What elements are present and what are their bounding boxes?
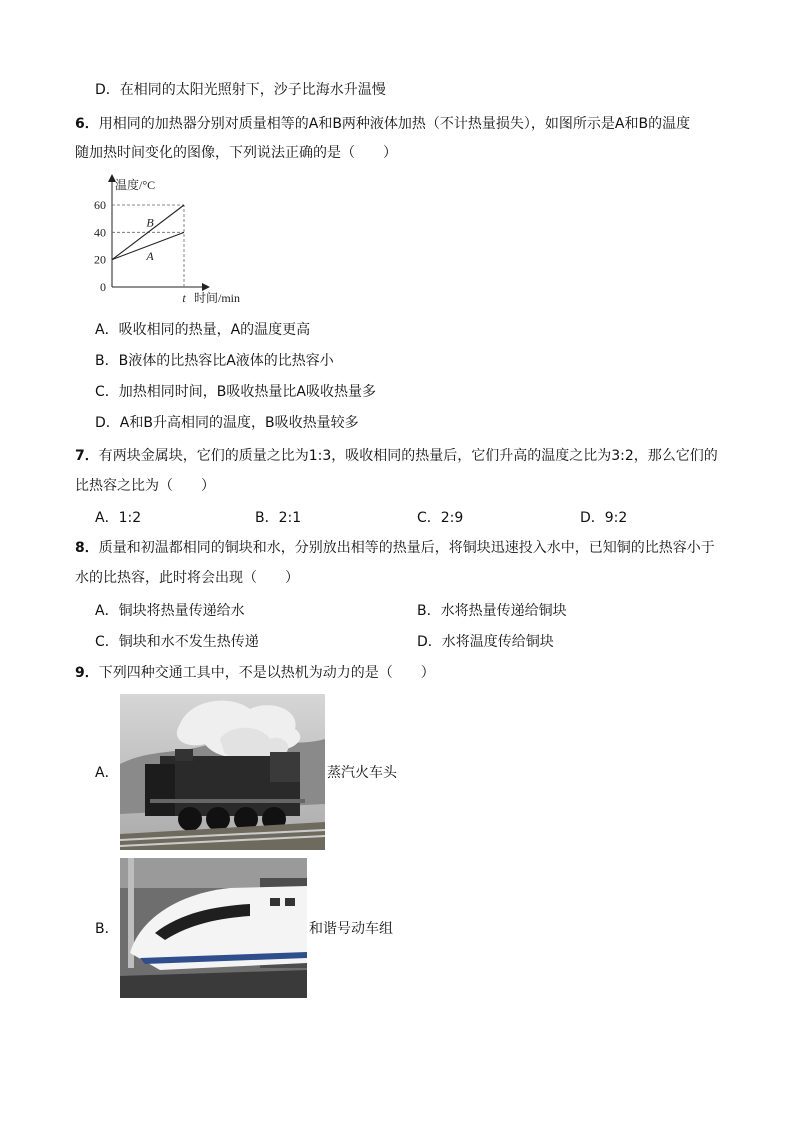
q8-number: 8． bbox=[75, 540, 99, 556]
q6-option-c: C．加热相同时间，B吸收热量比A吸收热量多 bbox=[95, 384, 376, 400]
q7-text-1: 有两块金属块，它们的质量之比为1:3，吸收相同的热量后，它们升高的温度之比为3:2，那么它们的 bbox=[98, 448, 718, 464]
q8-stem-line1 bbox=[75, 538, 715, 558]
y-tick-label: 60 bbox=[94, 198, 106, 212]
q8-text-1: 质量和初温都相同的铜块和水，分别放出相等的热量后，将铜块迅速投入水中，已知铜的比热容小于 bbox=[98, 540, 715, 556]
q7-number: 7． bbox=[75, 448, 99, 464]
y-tick-label: 0 bbox=[100, 280, 106, 294]
series-label-A: A bbox=[146, 249, 154, 263]
y-tick-label: 20 bbox=[94, 252, 106, 267]
q8-option-b: B．水将热量传递给铜块 bbox=[417, 603, 567, 619]
y-axis-label: 温度/°C bbox=[115, 178, 156, 192]
q6-stem-line1 bbox=[75, 114, 690, 134]
q9-number: 9． bbox=[75, 665, 99, 681]
q8-option-d: D．水将温度传给铜块 bbox=[417, 634, 554, 650]
x-tick-label: t bbox=[182, 291, 186, 305]
q7-option-b: B．2:1 bbox=[255, 510, 302, 526]
q7-stem-line1 bbox=[75, 446, 718, 466]
q6-stem-line2: 随加热时间变化的图像，下列说法正确的是（ ） bbox=[75, 145, 397, 161]
steam-locomotive-photo bbox=[120, 694, 325, 850]
x-axis-label: 时间/min bbox=[194, 291, 241, 305]
q6-option-a: A．吸收相同的热量，A的温度更高 bbox=[95, 322, 311, 338]
q8-option-a: A．铜块将热量传递给水 bbox=[95, 603, 245, 619]
q9-text: 下列四种交通工具中，不是以热机为动力的是（ ） bbox=[98, 665, 435, 681]
q9-option-a-label: A． bbox=[95, 765, 119, 781]
q6-number: 6． bbox=[75, 116, 99, 132]
q6-text-1: 用相同的加热器分别对质量相等的A和B两种液体加热（不计热量损失），如图所示是A和B的温度 bbox=[98, 116, 691, 132]
temperature-time-chart bbox=[88, 172, 258, 307]
q6-option-d: D．A和B升高相同的温度，B吸收热量较多 bbox=[95, 415, 359, 431]
q9-stem bbox=[75, 663, 435, 683]
q7-option-d: D．9:2 bbox=[580, 510, 628, 526]
high-speed-train-photo bbox=[120, 858, 307, 998]
q7-option-a: A．1:2 bbox=[95, 510, 142, 526]
q9-option-a-caption: 蒸汽火车头 bbox=[327, 765, 397, 781]
q7-stem-line2: 比热容之比为（ ） bbox=[75, 478, 215, 494]
q8-stem-line2: 水的比热容，此时将会出现（ ） bbox=[75, 570, 299, 586]
q7-option-c: C．2:9 bbox=[417, 510, 464, 526]
q8-option-c: C．铜块和水不发生热传递 bbox=[95, 634, 259, 650]
series-label-B: B bbox=[146, 215, 154, 230]
q6-option-b: B．B液体的比热容比A液体的比热容小 bbox=[95, 353, 334, 369]
q9-option-b-caption: 和谐号动车组 bbox=[309, 921, 393, 937]
q9-option-b-label: B． bbox=[95, 921, 119, 937]
y-tick-label: 40 bbox=[94, 225, 106, 240]
q5-option-d: D．在相同的太阳光照射下，沙子比海水升温慢 bbox=[95, 82, 386, 98]
